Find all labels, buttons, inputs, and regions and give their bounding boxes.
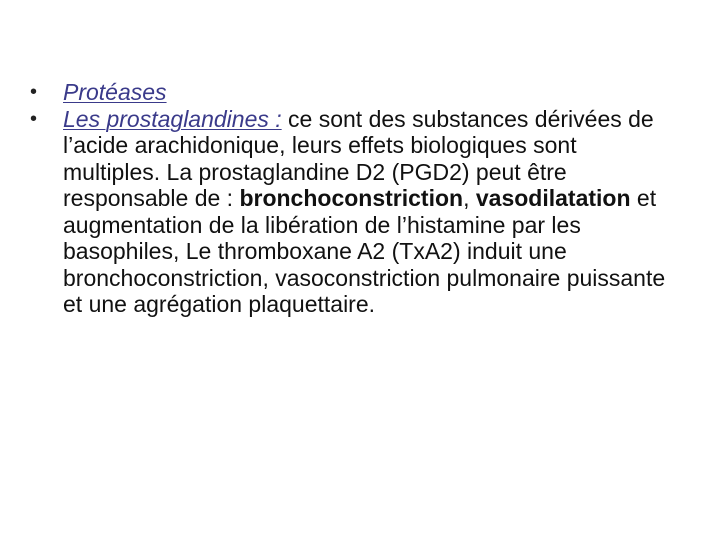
bullet-item-prostaglandines [30, 106, 680, 318]
bronchoconstriction-bold-term: bronchoconstriction [239, 185, 464, 211]
proteases-link[interactable]: Protéases [63, 79, 167, 105]
prostaglandines-link[interactable]: Les prostaglandines : [63, 105, 282, 132]
bullet-list [30, 79, 680, 318]
bullet-icon: • [30, 107, 38, 130]
prostaglandines-text-part-2: , [463, 185, 476, 211]
vasodilatation-bold-term: vasodilatation [475, 185, 631, 211]
bullet-icon: • [30, 81, 38, 103]
bullet-item-proteases [30, 79, 680, 106]
prostaglandines-text-part-3: et augmentation de la libération de l’histamine par les basophiles, Le thromboxane A2 (TxA2) induit une bronchoconstriction, vasoconstriction pulmonaire puissante et une agrégation plaquettaire. [63, 185, 666, 317]
prostaglandines-text-part-1: ce sont des substances dérivées de l’acide arachidonique, leurs effets biologiques sont multiples. La prostaglandine D2 (PGD2) peut être responsable de : [63, 105, 654, 211]
